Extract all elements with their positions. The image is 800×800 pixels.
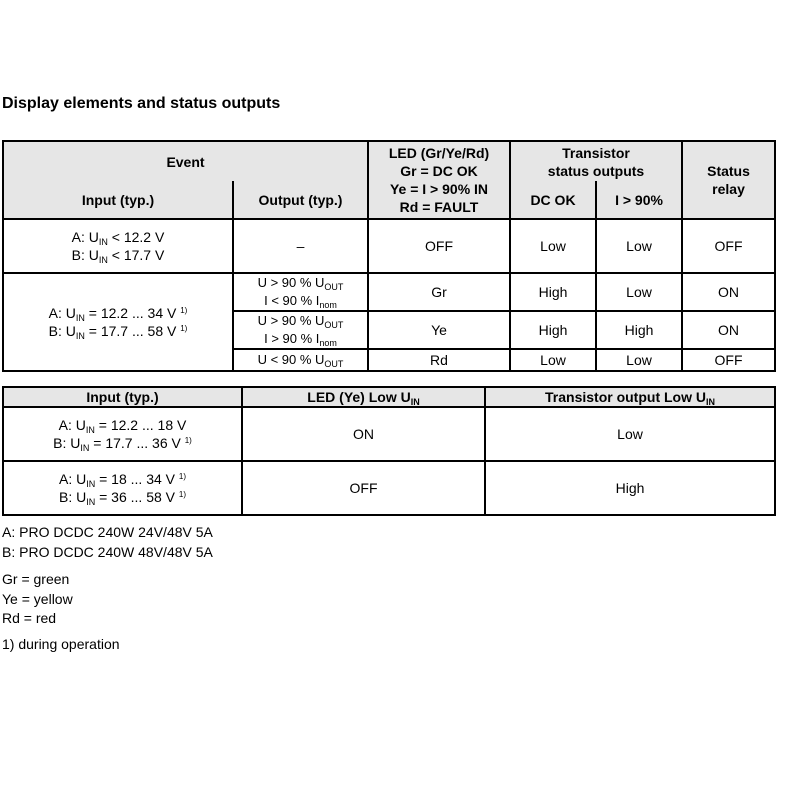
footnote: 1) during operation (2, 636, 120, 652)
page-title: Display elements and status outputs (2, 95, 281, 112)
led-low-uin-header: LED (Ye) Low $U_{IN}$ (242, 387, 485, 407)
relay-cell: ON (682, 273, 775, 311)
relay-cell: OFF (682, 219, 775, 273)
led-cell: ON (242, 407, 485, 461)
relay-cell: OFF (682, 349, 775, 371)
i90-cell: Low (596, 349, 682, 371)
output-cell: – (233, 219, 368, 273)
dc-ok-header: DC OK (510, 181, 596, 219)
input-cell: A: $U_{IN} = 18$ ... 34 V $^{1)}$ B: $U_{IN} = 36$ ... 58 V $^{1)}$ (3, 461, 242, 515)
i90-header: I > 90% (596, 181, 682, 219)
legend-green: Gr = green (2, 571, 70, 587)
model-notes (2, 523, 213, 562)
led-cell: OFF (242, 461, 485, 515)
output-cell: U > 90 % $U_{OUT}$ I < 90 % $I_{nom}$ (233, 273, 368, 311)
i90-cell: Low (596, 273, 682, 311)
relay-cell: ON (682, 311, 775, 349)
input-cell: A: $U_{IN} = 12.2$ ... 18 V B: $U_{IN} = 17.7$ ... 36 V $^{1)}$ (3, 407, 242, 461)
led-cell: Ye (368, 311, 510, 349)
i90-cell: Low (596, 219, 682, 273)
output-cell: U > 90 % $U_{OUT}$ I > 90 % $I_{nom}$ (233, 311, 368, 349)
led-header: LED (Gr/Ye/Rd) Gr = DC OK Ye = I > 90% IN Rd = FAULT (368, 141, 510, 219)
note-model-a: A: PRO DCDC 240W 24V/48V 5A (2, 524, 213, 540)
legend-yellow: Ye = yellow (2, 590, 73, 607)
table-row (3, 407, 775, 461)
color-legend (2, 570, 73, 629)
transistor-header: Transistor status outputs (510, 141, 682, 181)
transistor-cell: High (485, 461, 775, 515)
led-cell: Gr (368, 273, 510, 311)
i90-cell: High (596, 311, 682, 349)
input-header: Input (typ.) (3, 387, 242, 407)
dc-ok-cell: Low (510, 219, 596, 273)
table-row (3, 461, 775, 515)
legend-red: Rd = red (2, 610, 57, 626)
input-cell: A: $U_{IN} = 12.2$ ... 34 V $^{1)}$ B: $U_{IN} = 17.7$ ... 58 V $^{1)}$ (3, 273, 233, 371)
relay-header: Status relay (682, 141, 775, 219)
input-cell: A: $U_{IN} < 12.2$ V B: $U_{IN} < 17.7$ V (3, 219, 233, 273)
event-header: Event (3, 141, 368, 181)
low-uin-table (2, 386, 776, 516)
dc-ok-cell: Low (510, 349, 596, 371)
output-cell: U < 90 % $U_{OUT}$ (233, 349, 368, 371)
output-header: Output (typ.) (233, 181, 368, 219)
status-table (2, 140, 776, 372)
led-cell: Rd (368, 349, 510, 371)
input-header: Input (typ.) (3, 181, 233, 219)
transistor-low-uin-header: Transistor output Low $U_{IN}$ (485, 387, 775, 407)
table-row (3, 273, 775, 311)
table-row (3, 219, 775, 273)
dc-ok-cell: High (510, 273, 596, 311)
dc-ok-cell: High (510, 311, 596, 349)
note-model-b: B: PRO DCDC 240W 48V/48V 5A (2, 543, 213, 560)
transistor-cell: Low (485, 407, 775, 461)
led-cell: OFF (368, 219, 510, 273)
